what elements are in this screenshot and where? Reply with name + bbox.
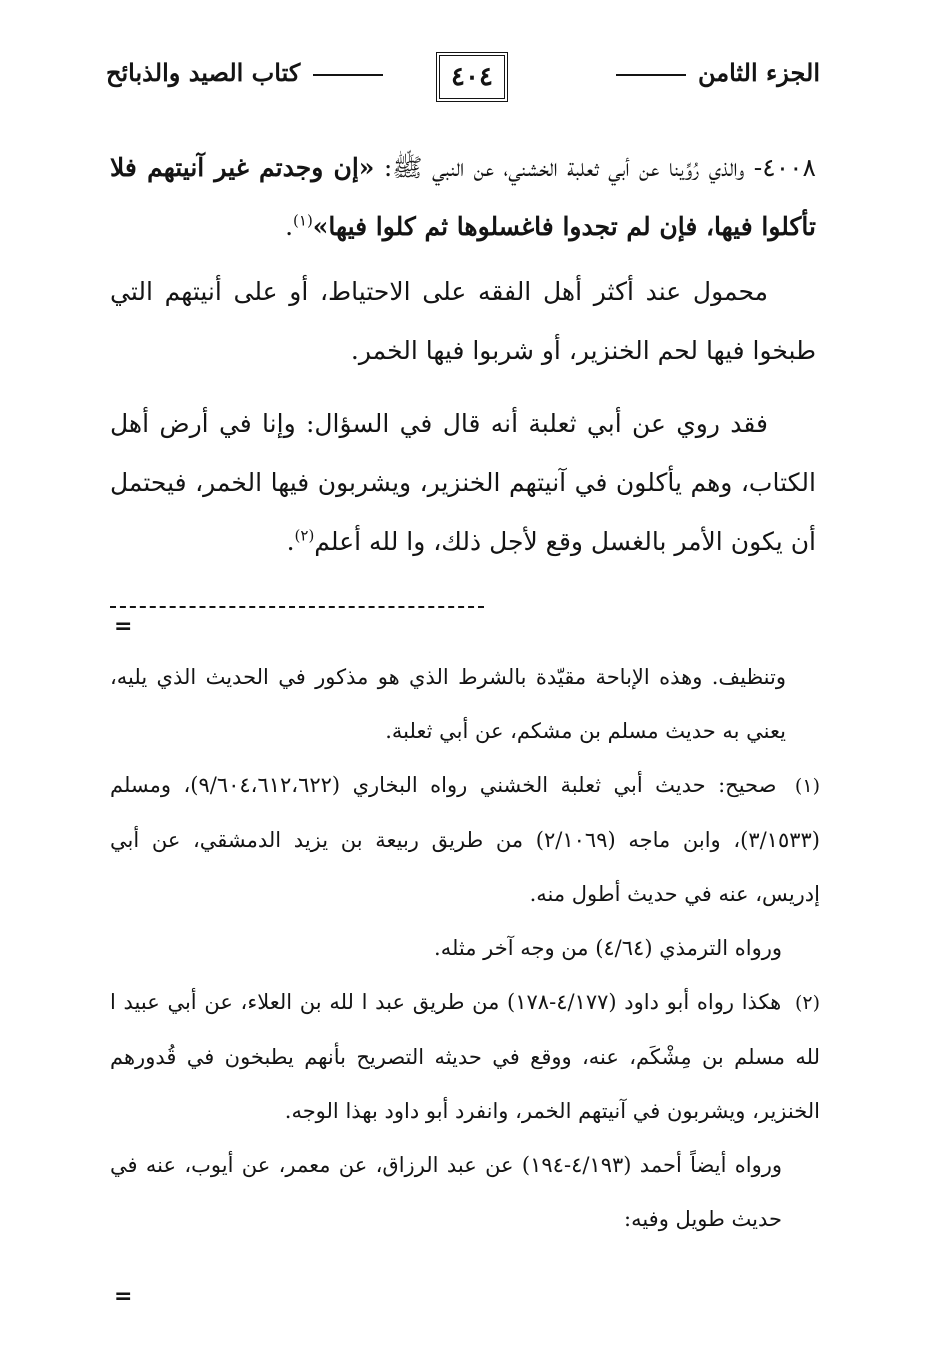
hadith-intro: ٤٠٠٨- والذي رُوِّينا عن أبي ثعلبة الخشني، عن النبي ﷺ: (383, 153, 816, 182)
running-header (106, 58, 820, 102)
header-right (612, 58, 820, 87)
narration-footnote-ref: (٢) (294, 526, 315, 545)
footnote-1-extra: ورواه الترمذي (٤/٦٤) من وجه آخر مثله. (434, 936, 782, 960)
footnote-2-extra: ورواه أيضاً أحمد (٤/١٩٣-١٩٤) عن عبد الرزاق، عن معمر، عن أيوب، عنه في حديث طويل وفيه: (110, 1153, 782, 1231)
footnote-1-text: صحيح: حديث أبي ثعلبة الخشني رواه البخاري (٩/٦٠٤،٦١٢،٦٢٢)، ومسلم (٣/١٥٣٣)، وابن ماجه (٢/١٠٦٩) من طريق ربيعة بن يزيد الدمشقي، عن أبي إدريس، عنه في حديث أطول منه. (110, 773, 820, 906)
narration-end: . (286, 527, 295, 556)
header-dash-left (313, 74, 383, 76)
main-text (110, 138, 816, 571)
header-dash (616, 74, 686, 76)
book-title (106, 58, 387, 87)
hadith-text: «إن وجدتم غير آنيتهم فلا تأكلوا فيها، فإن لم تجدوا فاغسلوها ثم كلوا فيها» (110, 153, 816, 241)
footnote-1 (110, 758, 820, 921)
footnote-continuation: وتنظيف. وهذه الإباحة مقيّدة بالشرط الذي هو مذكور في الحديث الذي يليه، يعني به حديث مسلم بن مشكم، عن أبي ثعلبة. (110, 665, 786, 743)
book-title-text: كتاب الصيد والذبائح (106, 58, 301, 87)
volume-label: الجزء الثامن (697, 58, 820, 87)
separator-bottom: = (114, 1284, 133, 1309)
narration-text: فقد روي عن أبي ثعلبة أنه قال في السؤال: وإنا في أرض أهل الكتاب، وهم يأكلون في آنيتهم الخنزير، ويشربون فيها الخمر، فيحتمل أن يكون الأمر بالغسل وقع لأجل ذلك، وا لله أعلم (110, 409, 816, 556)
separator-top: = (114, 614, 133, 639)
hadith-paragraph: ٤٠٠٨- والذي رُوِّينا عن أبي ثعلبة الخشني، عن النبي ﷺ: «إن وجدتم غير آنيتهم فلا تأكلوا فيها، فإن لم تجدوا فاغسلوها ثم كلوا فيها»$^{(١)}$. (110, 153, 816, 241)
footnote-1-number: (١) (794, 775, 820, 797)
footnote-2 (110, 975, 820, 1138)
commentary-paragraph: محمول عند أكثر أهل الفقه على الاحتياط، أو على أنيتهم التي طبخوا فيها لحم الخنزير، أو شربوا فيها الخمر. (110, 277, 816, 365)
footnote-2-number: (٢) (794, 992, 820, 1014)
footnote-divider (110, 606, 484, 608)
narration-paragraph (110, 394, 816, 571)
footnotes (110, 650, 820, 1246)
hadith-footnote-ref: (١) (293, 211, 313, 230)
page-number: ٤٠٤ (436, 52, 508, 102)
footnote-2-text: هكذا رواه أبو داود (٤/١٧٧-١٧٨) من طريق عبد ا لله بن العلاء، عن أبي عبيد ا لله مسلم بن مِشْكَم، عنه، ووقع في حديثه التصريح بأنهم يطبخون في قُدورهم الخنزير، ويشربون في آنيتهم الخمر، وانفرد أبو داود بهذا الوجه. (110, 990, 820, 1123)
